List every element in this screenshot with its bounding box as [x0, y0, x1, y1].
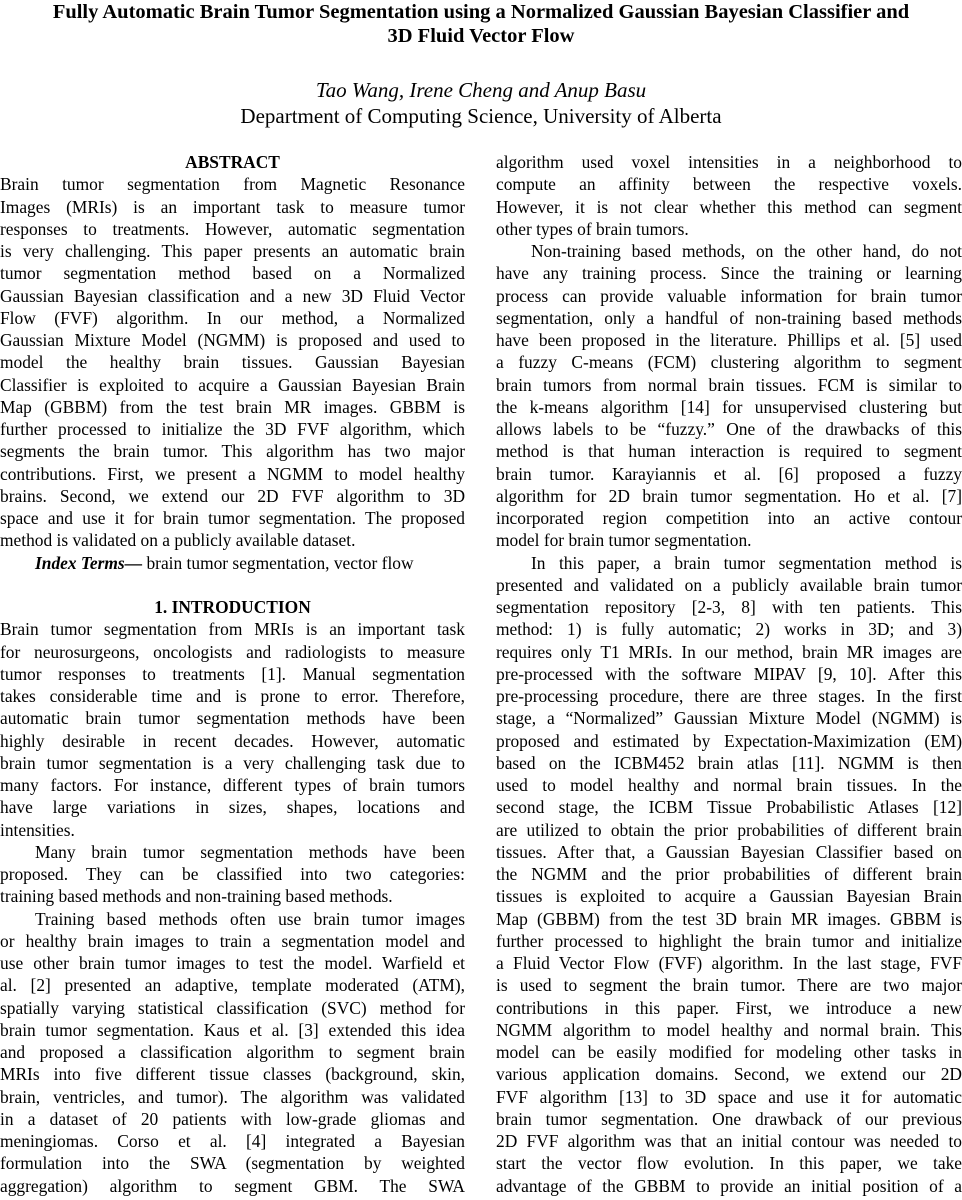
text-line: stage, a “Normalized” Gaussian Mixture Model (NGMM) is [496, 708, 962, 729]
text-line: a Fluid Vector Flow (FVF) algorithm. In the last stage, FVF [496, 953, 962, 973]
text-line: various application domains. Second, we extend our 2D [496, 1064, 962, 1085]
text-line: brain tumor segmentation is a very challenging task due to [0, 752, 465, 773]
introduction-body-left [0, 618, 465, 1197]
text-line: Gaussian Mixture Model (NGMM) is proposed and used to [0, 330, 465, 350]
text-line: training based methods and non-training based methods. [0, 886, 393, 907]
text-line: Map (GBBM) from the test brain MR images. GBBM is [0, 396, 465, 417]
index-terms-text: brain tumor segmentation, vector flow [142, 552, 414, 573]
text-line: segmentation repository [2-3, 8] with ten patients. This [496, 597, 962, 617]
text-line: NGMM algorithm to model healthy and normal brain. This [496, 1019, 962, 1040]
text-line: model can be easily modified for modeling other tasks in [496, 1042, 962, 1062]
text-line: MRIs into five different tissue classes (background, skin, [0, 1064, 465, 1085]
text-line: and proposed a classification algorithm to segment brain [0, 1042, 465, 1062]
text-line: tumor responses to treatments [1]. Manual segmentation [0, 663, 465, 684]
text-line: space and use it for brain tumor segmentation. The proposed [0, 508, 465, 528]
text-line: process can provide valuable information for brain tumor [496, 285, 962, 306]
text-line: method is validated on a publicly available dataset. [0, 530, 356, 551]
text-line: meningiomas. Corso et al. [4] integrated a Bayesian [0, 1131, 465, 1151]
text-line: the k-means algorithm [14] for unsupervised clustering but [496, 396, 962, 417]
text-line: segmentation, only a handful of non-training based methods [496, 307, 962, 328]
text-line: the NGMM and the prior probabilities of different brain [496, 864, 962, 884]
text-line: pre-processing procedure, there are three stages. In the first [496, 686, 962, 706]
text-line: further processed to initialize the 3D FVF algorithm, which [0, 419, 465, 439]
text-line: tissues. After that, a Gaussian Bayesian Classifier based on [496, 841, 962, 862]
paragraph [0, 841, 465, 908]
authors: Tao Wang, Irene Cheng and Anup Basu [315, 78, 647, 102]
text-line: However, it is not clear whether this method can segment [496, 196, 962, 217]
text-line: are utilized to obtain the prior probabilities of different brain [496, 819, 962, 840]
text-line: automatic brain tumor segmentation methods have been [0, 708, 465, 729]
text-line: Many brain tumor segmentation methods have been [35, 841, 465, 862]
text-line: advantage of the GBBM to provide an initial position of a [496, 1175, 962, 1196]
text-line: contributions in this paper. First, we introduce a new [496, 997, 962, 1018]
text-line: second stage, the ICBM Tissue Probabilistic Atlases [12] [496, 797, 962, 818]
introduction-heading: 1. INTRODUCTION [154, 597, 311, 617]
text-line: Gaussian Bayesian classification and a new 3D Fluid Vector [0, 285, 465, 306]
text-line: FVF algorithm [13] to 3D space and use it for automatic [496, 1086, 962, 1107]
right-column [496, 151, 962, 1197]
text-line: contributions. First, we present a NGMM to model healthy [0, 463, 465, 484]
text-line: responses to treatments. However, automatic segmentation [0, 218, 465, 239]
text-line: in a dataset of 20 patients with low-grade gliomas and [0, 1108, 465, 1129]
introduction-body-right [496, 151, 962, 1197]
text-line: algorithm for 2D brain tumor segmentation. Ho et al. [7] [496, 485, 962, 506]
text-line: Brain tumor segmentation from MRIs is an important task [0, 619, 465, 640]
text-line: algorithm used voxel intensities in a neighborhood to [496, 152, 962, 172]
text-line: incorporated region competition into an active contour [496, 508, 962, 528]
text-line: for neurosurgeons, oncologists and radiologists to measure [0, 641, 465, 662]
text-line: used to model healthy and normal brain tissues. In the [496, 775, 962, 795]
left-column [0, 151, 465, 1197]
text-line: Images (MRIs) is an important task to measure tumor [0, 196, 465, 217]
text-line: compute an affinity between the respective voxels. [496, 174, 962, 195]
abstract-heading: ABSTRACT [185, 152, 280, 172]
text-line: have large variations in sizes, shapes, locations and [0, 797, 465, 818]
text-line: is used to segment the brain tumor. There are two major [496, 975, 962, 996]
text-line: have been proposed in the literature. Phillips et al. [5] used [496, 330, 962, 350]
affiliation: Department of Computing Science, University of Alberta [240, 104, 722, 128]
text-line: model for brain tumor segmentation. [496, 530, 752, 551]
text-line: intensities. [0, 819, 75, 840]
paragraph [496, 552, 962, 1197]
text-line: proposed and estimated by Expectation-Maximization (EM) [496, 730, 962, 751]
paragraph [0, 618, 465, 841]
paragraph [0, 908, 465, 1197]
text-line: brains. Second, we extend our 2D FVF algorithm to 3D [0, 485, 465, 506]
text-line: a fuzzy C-means (FCM) clustering algorithm to segment [496, 352, 962, 373]
text-line: brain, ventricles, and tumor). The algorithm was validated [0, 1086, 465, 1107]
text-line: pre-processed with the software MIPAV [9, 10]. After this [496, 663, 962, 684]
text-line: model the healthy brain tissues. Gaussian Bayesian [0, 352, 465, 373]
text-line: formulation into the SWA (segmentation by weighted [0, 1153, 465, 1174]
index-terms-label: Index Terms— [35, 552, 143, 573]
text-line: have any training process. Since the training or learning [496, 263, 962, 284]
text-line: or healthy brain images to train a segmentation model and [0, 930, 465, 951]
text-line: requires only T1 MRIs. In our method, brain MR images are [496, 641, 962, 662]
text-line: segments the brain tumor. This algorithm has two major [0, 441, 465, 462]
text-line: tissues is exploited to acquire a Gaussian Bayesian Brain [496, 886, 962, 907]
paragraph [0, 173, 465, 551]
title-line: Fully Automatic Brain Tumor Segmentation using a Normalized Gaussian Bayesian Classifier and [52, 1, 910, 23]
paper-title [0, 0, 962, 48]
text-line: presented and validated on a publicly available brain tumor [496, 574, 962, 595]
text-line: Non-training based methods, on the other hand, do not [531, 241, 962, 261]
text-line: many factors. For instance, different types of brain tumors [0, 775, 465, 795]
text-line: brain tumors from normal brain tissues. FCM is similar to [496, 374, 962, 395]
text-line: Brain tumor segmentation from Magnetic Resonance [0, 174, 465, 195]
text-line: al. [2] presented an adaptive, template moderated (ATM), [0, 975, 465, 996]
text-line: start the vector flow evolution. In this paper, we take [496, 1153, 962, 1174]
text-line: brain tumor segmentation. One drawback of our previous [496, 1108, 962, 1129]
text-line: other types of brain tumors. [496, 218, 689, 239]
text-line: brain tumor. Karayiannis et al. [6] proposed a fuzzy [496, 463, 962, 484]
text-line: allows labels to be “fuzzy.” One of the drawbacks of this [496, 419, 962, 439]
text-line: brain tumor segmentation. Kaus et al. [3] extended this idea [0, 1019, 465, 1040]
abstract-body [0, 173, 465, 551]
text-line: spatially varying statistical classification (SVC) method for [0, 997, 465, 1018]
text-line: use other brain tumor images to test the model. Warfield et [0, 953, 465, 973]
title-line: 3D Fluid Vector Flow [387, 25, 575, 47]
text-line: highly desirable in recent decades. However, automatic [0, 730, 465, 751]
text-line: is very challenging. This paper presents an automatic brain [0, 241, 465, 261]
text-line: aggregation) algorithm to segment GBM. The SWA [0, 1175, 465, 1196]
index-terms [0, 552, 465, 574]
text-line: Training based methods often use brain tumor images [35, 908, 465, 929]
text-line: Map (GBBM) from the test 3D brain MR images. GBBM is [496, 908, 962, 929]
text-line: takes considerable time and is prone to error. Therefore, [0, 686, 465, 706]
text-line: Classifier is exploited to acquire a Gaussian Bayesian Brain [0, 374, 465, 395]
paragraph [496, 151, 962, 240]
text-line: proposed. They can be classified into two categories: [0, 864, 465, 884]
text-line: tumor segmentation method based on a Normalized [0, 263, 465, 284]
text-line: 2D FVF algorithm was that an initial contour was needed to [496, 1131, 962, 1151]
text-line: Flow (FVF) algorithm. In our method, a Normalized [0, 307, 465, 328]
text-line: method: 1) is fully automatic; 2) works in 3D; and 3) [496, 619, 962, 640]
paragraph [496, 240, 962, 552]
text-line: In this paper, a brain tumor segmentation method is [531, 552, 962, 573]
text-line: based on the ICBM452 brain atlas [11]. NGMM is then [496, 752, 962, 773]
text-line: further processed to highlight the brain tumor and initialize [496, 930, 962, 951]
text-line: method is that human interaction is required to segment [496, 441, 962, 462]
